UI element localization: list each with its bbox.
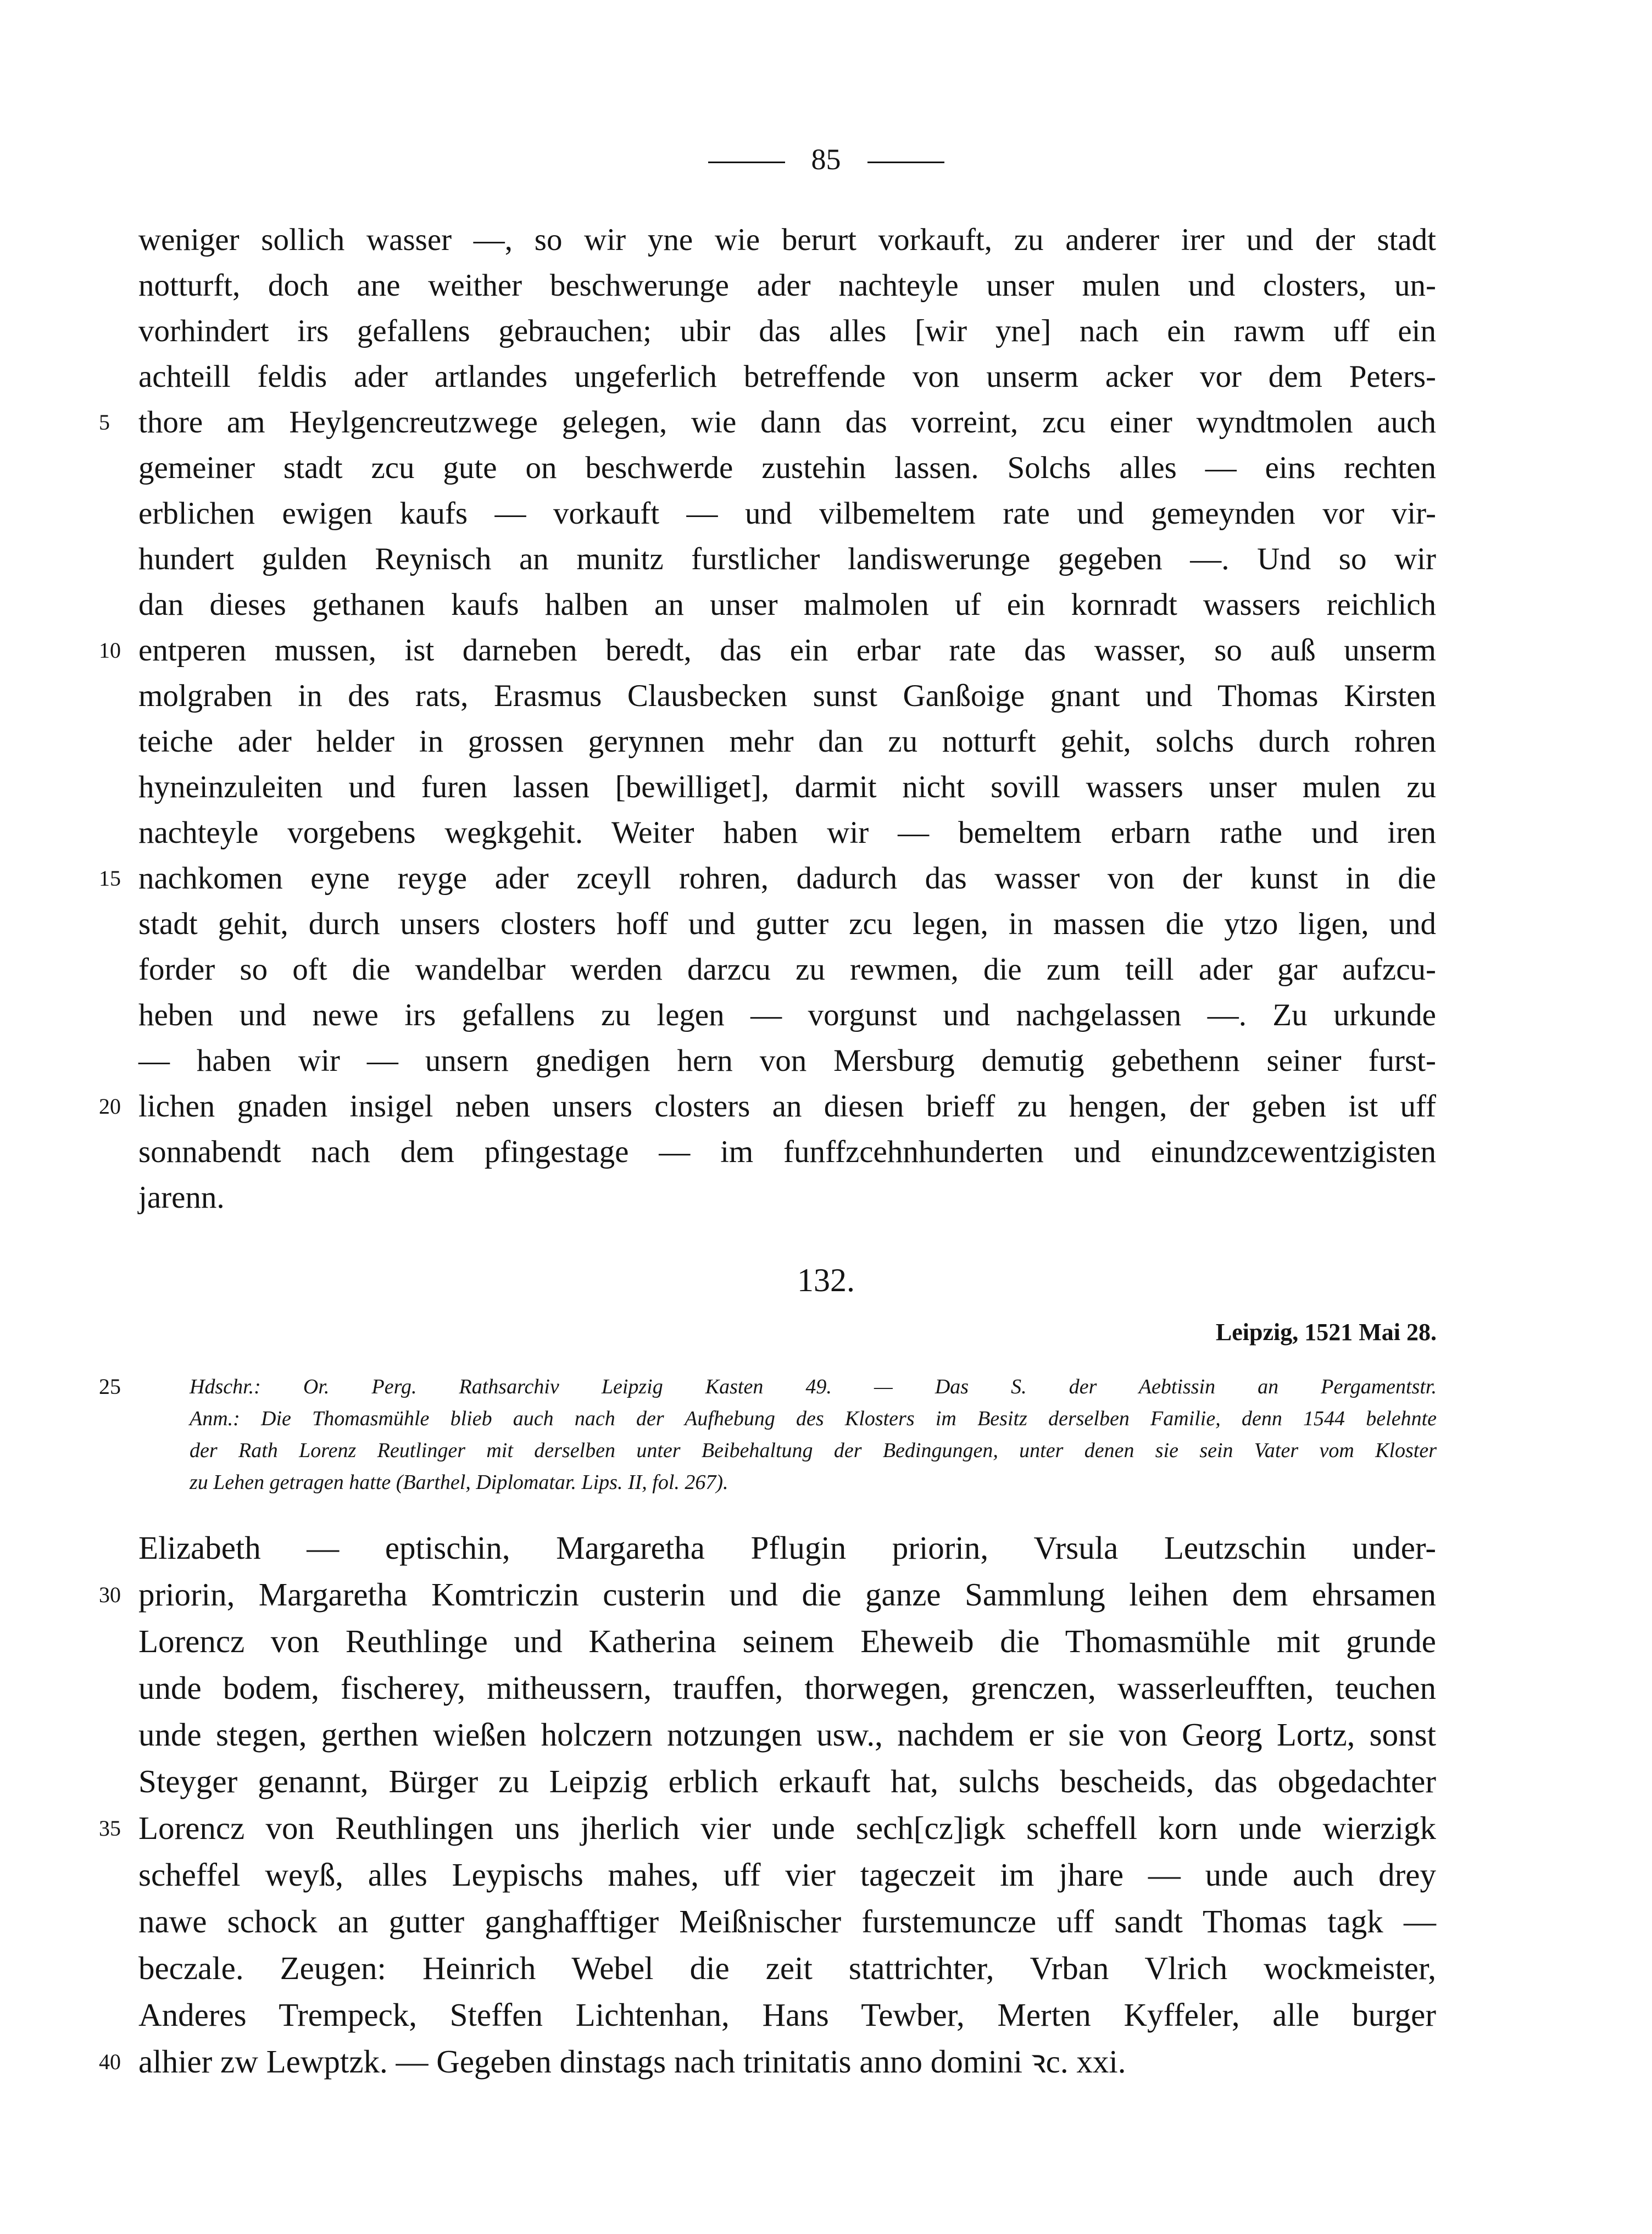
- text-line: [138, 217, 1436, 263]
- line-text: priorin, Margaretha Komtriczin custerin und die ganze Sammlung leihen dem ehrsamen: [138, 1576, 1436, 1613]
- text-line: [99, 1083, 1436, 1129]
- text-line: [190, 1435, 1437, 1466]
- line-text: scheffel weyß, alles Leypischs mahes, uff vier tageczeit im jhare — unde auch drey: [138, 1857, 1436, 1893]
- line-text: weniger sollich wasser —, so wir yne wie berurt vorkauft, zu anderer irer und der stadt: [138, 223, 1436, 257]
- text-line: [138, 673, 1436, 719]
- text-line: [138, 536, 1436, 582]
- line-text: vorhindert irs gefallens gebrauchen; ubir das alles [wir yne] nach ein rawm uff ein: [138, 314, 1436, 348]
- line-text: sonnabendt nach dem pfingestage — im funffzcehnhunderten und einundzcewentzigisten: [138, 1135, 1436, 1169]
- text-line: [138, 582, 1436, 627]
- line-text: nachkomen eyne reyge ader zceyll rohren, dadurch das wasser von der kunst in die: [138, 861, 1436, 896]
- line-text: alhier zw Lewptzk. — Gegeben dinstags nach trinitatis anno domini ꝛc. xxi.: [138, 2043, 1126, 2080]
- line-text: Lorencz von Reuthlinge und Katherina seinem Eheweib die Thomasmühle mit grunde: [138, 1623, 1436, 1659]
- line-text: heben und newe irs gefallens zu legen — vorgunst und nachgelassen —. Zu urkunde: [138, 998, 1436, 1032]
- text-line: [99, 855, 1436, 901]
- line-text: Lorencz von Reuthlingen uns jherlich vier unde sech[cz]igk scheffell korn unde wierzigk: [138, 1810, 1436, 1846]
- line-number: 30: [99, 1582, 121, 1607]
- text-line: [138, 1525, 1436, 1571]
- text-line: [138, 308, 1436, 354]
- line-number: 15: [99, 866, 121, 891]
- line-number: 20: [99, 1094, 121, 1119]
- body-text-charter-131: [99, 217, 1436, 1220]
- text-line: [138, 810, 1436, 855]
- line-text: unde bodem, fischerey, mitheussern, trauffen, thorwegen, grenczen, wasserleufften, teuchen: [138, 1670, 1436, 1706]
- line-text: Anderes Trempeck, Steffen Lichtenhan, Hans Tewber, Merten Kyffeler, alle burger: [138, 1997, 1436, 2033]
- text-line: [138, 263, 1436, 308]
- text-line: [138, 901, 1436, 947]
- line-text: forder so oft die wandelbar werden darzcu zu rewmen, die zum teill ader gar aufzcu-: [138, 952, 1436, 987]
- document-number: 132.: [797, 1262, 855, 1298]
- text-line: [138, 1129, 1436, 1175]
- text-line: [99, 1371, 1437, 1403]
- text-line: [99, 627, 1436, 673]
- text-line: [99, 1571, 1436, 1618]
- text-line: [138, 1898, 1436, 1945]
- text-line: [138, 1992, 1436, 2038]
- line-text: entperen mussen, ist darneben beredt, das ein erbar rate das wasser, so auß unserm: [138, 633, 1436, 668]
- text-line: [138, 947, 1436, 992]
- text-line: [138, 992, 1436, 1038]
- line-text: Elizabeth — eptischin, Margaretha Pflugin priorin, Vrsula Leutzschin under-: [138, 1530, 1436, 1566]
- text-line: [138, 1175, 1436, 1220]
- line-text: lichen gnaden insigel neben unsers closters an diesen brieff zu hengen, der geben ist uff: [138, 1089, 1436, 1124]
- line-text: hyneinzuleiten und furen lassen [bewilliget], darmit nicht sovill wassers unser mulen zu: [138, 770, 1436, 804]
- document-date: Leipzig, 1521 Mai 28.: [1215, 1319, 1437, 1346]
- page-number-dash-right: [867, 162, 944, 163]
- text-line: [138, 1618, 1436, 1665]
- line-text: hundert gulden Reynisch an munitz furstlicher landiswerunge gegeben —. Und so wir: [138, 542, 1436, 576]
- line-text: achteill feldis ader artlandes ungeferlich betreffende von unserm acker vor dem Peters-: [138, 359, 1436, 394]
- line-text: notturft, doch ane weither beschwerunge ader nachteyle unser mulen und closters, un-: [138, 268, 1436, 303]
- text-line: [138, 491, 1436, 536]
- text-line: [190, 1466, 1437, 1498]
- text-line: [138, 1711, 1436, 1758]
- line-text: Anm.: Die Thomasmühle blieb auch nach der Aufhebung des Klosters im Besitz derselben Familie, denn 1544 belehnte: [190, 1407, 1437, 1430]
- text-line: [138, 764, 1436, 810]
- line-text: thore am Heylgencreutzwege gelegen, wie dann das vorreint, zcu einer wyndtmolen auch: [138, 405, 1436, 440]
- text-line: [138, 1852, 1436, 1898]
- line-text: teiche ader helder in grossen gerynnen mehr dan zu notturft gehit, solchs durch rohren: [138, 724, 1436, 759]
- text-line: [99, 2038, 1436, 2085]
- line-text: nawe schock an gutter ganghafftiger Meißnischer furstemuncze uff sandt Thomas tagk —: [138, 1903, 1436, 1940]
- page-number-line: [0, 140, 1652, 179]
- line-number: 35: [99, 1816, 121, 1841]
- text-line: [99, 399, 1436, 445]
- line-text: unde stegen, gerthen wießen holczern notzungen usw., nachdem er sie von Georg Lortz, sonst: [138, 1716, 1436, 1753]
- line-text: Hdschr.: Or. Perg. Rathsarchiv Leipzig Kasten 49. — Das S. der Aebtissin an Pergamentstr.: [190, 1375, 1437, 1398]
- line-text: molgraben in des rats, Erasmus Clausbecken sunst Ganßoige gnant und Thomas Kirsten: [138, 679, 1436, 713]
- text-line: [99, 1805, 1436, 1852]
- line-text: dan dieses gethanen kaufs halben an unser malmolen uf ein kornradt wassers reichlich: [138, 587, 1436, 622]
- line-number: 40: [99, 2049, 121, 2074]
- critical-apparatus: [99, 1371, 1437, 1498]
- text-line: [190, 1403, 1437, 1435]
- line-number: 5: [99, 410, 110, 435]
- line-text: jarenn.: [138, 1180, 225, 1215]
- page-number-dash-left: [708, 162, 785, 163]
- page-number: 85: [811, 143, 841, 176]
- text-line: [138, 719, 1436, 764]
- text-line: [138, 354, 1436, 399]
- line-text: — haben wir — unsern gnedigen hern von Mersburg demutig gebethenn seiner furst-: [138, 1043, 1436, 1078]
- line-text: nachteyle vorgebens wegkgehit. Weiter haben wir — bemeltem erbarn rathe und iren: [138, 815, 1436, 850]
- line-text: gemeiner stadt zcu gute on beschwerde zustehin lassen. Solchs alles — eins rechten: [138, 451, 1436, 485]
- line-number: 10: [99, 638, 121, 663]
- text-line: [138, 1038, 1436, 1083]
- text-line: [138, 1665, 1436, 1711]
- line-number: 25: [99, 1374, 121, 1399]
- line-text: beczale. Zeugen: Heinrich Webel die zeit stattrichter, Vrban Vlrich wockmeister,: [138, 1950, 1436, 1986]
- line-text: stadt gehit, durch unsers closters hoff und gutter zcu legen, in massen die ytzo ligen, und: [138, 907, 1436, 941]
- text-line: [138, 445, 1436, 491]
- body-text-charter-132: [99, 1525, 1436, 2085]
- text-line: [138, 1945, 1436, 1992]
- line-text: erblichen ewigen kaufs — vorkauft — und vilbemeltem rate und gemeynden vor vir-: [138, 496, 1436, 531]
- text-line: [138, 1758, 1436, 1805]
- line-text: der Rath Lorenz Reutlinger mit derselben unter Beibehaltung der Bedingungen, unter denen sie sein Vater vom Kloster: [190, 1439, 1437, 1462]
- line-text: zu Lehen getragen hatte (Barthel, Diplomatar. Lips. II, fol. 267).: [190, 1471, 728, 1494]
- line-text: Steyger genannt, Bürger zu Leipzig erblich erkauft hat, sulchs bescheids, das obgedachter: [138, 1763, 1436, 1799]
